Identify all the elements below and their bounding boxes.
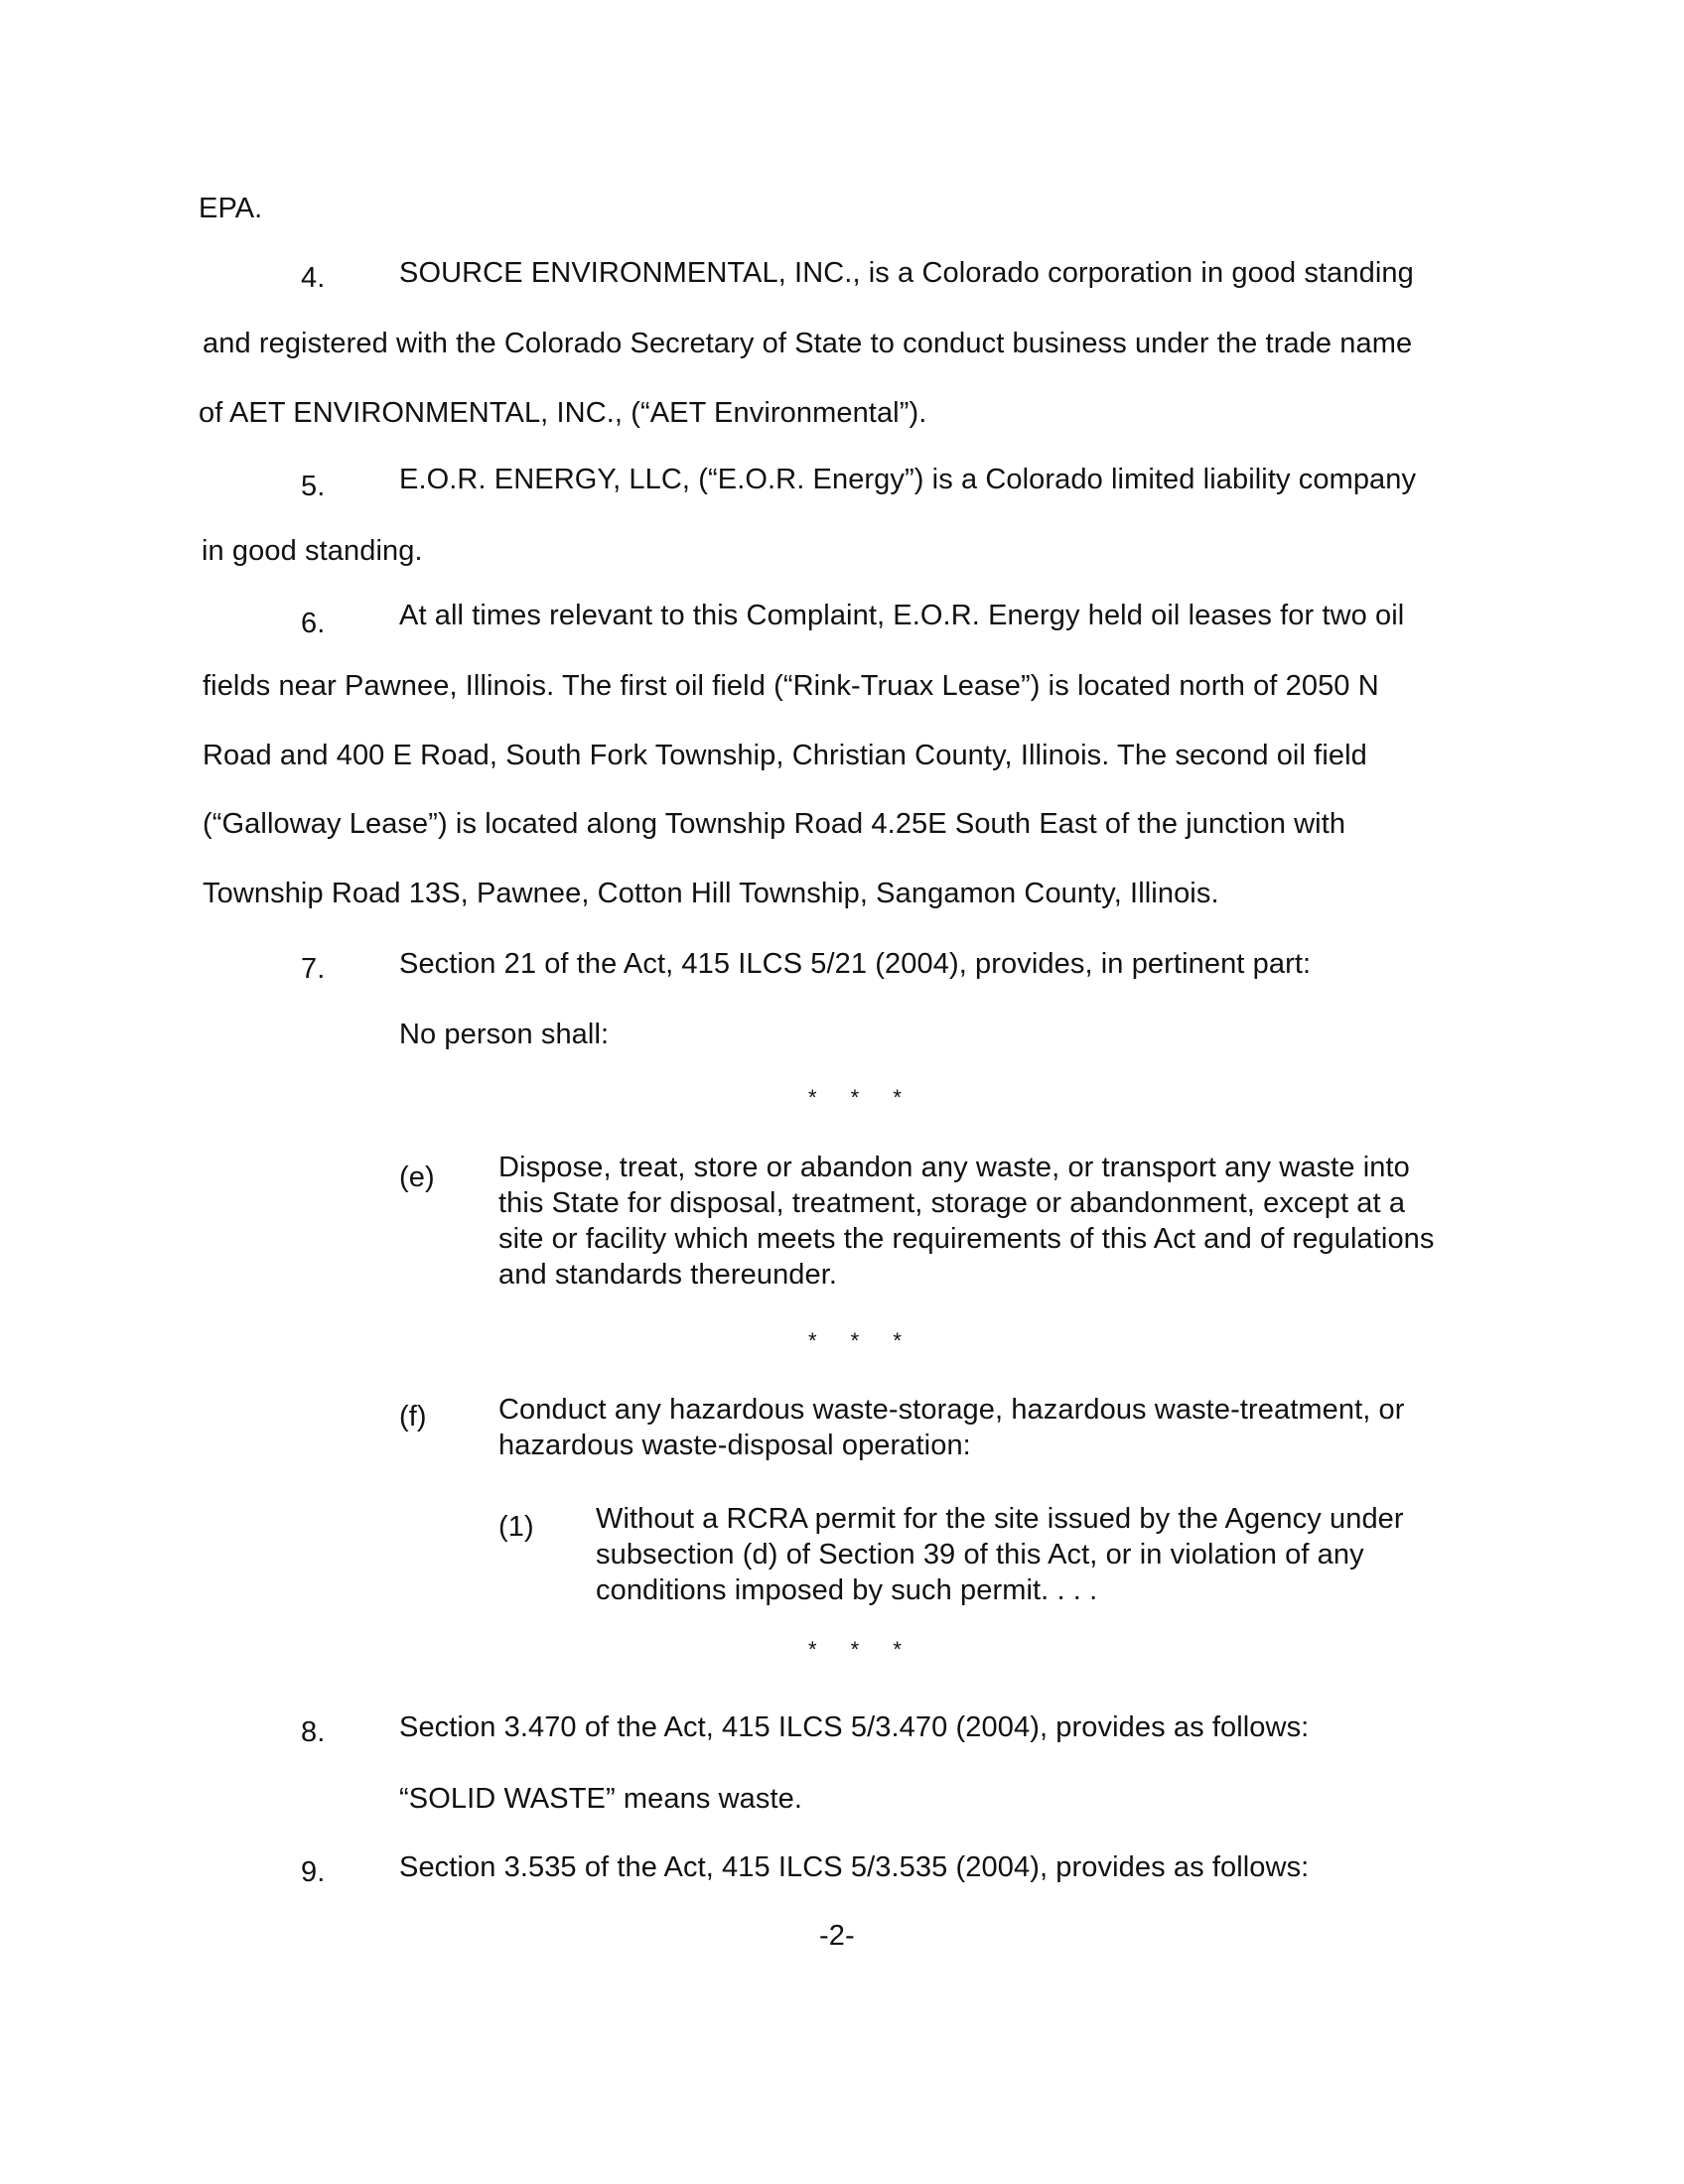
opening-fragment: EPA.	[199, 193, 263, 224]
paragraph-9-text: Section 3.535 of the Act, 415 ILCS 5/3.535 (2004), provides as follows:	[399, 1851, 1310, 1883]
subsection-e-line-2: this State for disposal, treatment, storage or abandonment, except at a	[498, 1187, 1406, 1219]
subsection-f-label: (f)	[399, 1401, 427, 1433]
page-number: -2-	[819, 1920, 855, 1952]
ellipsis-stars-3: * * *	[808, 1637, 915, 1662]
subsection-f-line-1: Conduct any hazardous waste-storage, hazardous waste-treatment, or	[498, 1394, 1405, 1426]
paragraph-6-line-5: Township Road 13S, Pawnee, Cotton Hill Township, Sangamon County, Illinois.	[203, 878, 1219, 909]
subsection-e-line-1: Dispose, treat, store or abandon any waste, or transport any waste into	[498, 1152, 1410, 1183]
sub-subsection-1-line-2: subsection (d) of Section 39 of this Act, or in violation of any	[596, 1539, 1364, 1570]
paragraph-9-number: 9.	[301, 1856, 326, 1888]
paragraph-8-text: Section 3.470 of the Act, 415 ILCS 5/3.470 (2004), provides as follows:	[399, 1711, 1310, 1743]
ellipsis-stars-1: * * *	[808, 1085, 915, 1110]
paragraph-6-line-4: (“Galloway Lease”) is located along Township Road 4.25E South East of the junction with	[203, 808, 1346, 840]
paragraph-4-line-1: SOURCE ENVIRONMENTAL, INC., is a Colorado corporation in good standing	[399, 257, 1414, 289]
sub-subsection-1-line-1: Without a RCRA permit for the site issued by the Agency under	[596, 1503, 1404, 1535]
paragraph-4-number: 4.	[301, 262, 326, 294]
subsection-e-line-4: and standards thereunder.	[498, 1259, 838, 1291]
paragraph-8-number: 8.	[301, 1716, 326, 1748]
subsection-f-line-2: hazardous waste-disposal operation:	[498, 1430, 971, 1461]
paragraph-8-quote: “SOLID WASTE” means waste.	[399, 1783, 803, 1815]
paragraph-7-number: 7.	[301, 953, 326, 985]
subsection-e-line-3: site or facility which meets the requirements of this Act and of regulations	[498, 1223, 1435, 1255]
subsection-e-label: (e)	[399, 1161, 435, 1193]
paragraph-4-line-3: of AET ENVIRONMENTAL, INC., (“AET Environmental”).	[199, 397, 927, 429]
paragraph-5-line-1: E.O.R. ENERGY, LLC, (“E.O.R. Energy”) is a Colorado limited liability company	[399, 464, 1417, 495]
subsection-e-text	[498, 1150, 1435, 1293]
paragraph-7-line-1: Section 21 of the Act, 415 ILCS 5/21 (2004), provides, in pertinent part:	[399, 948, 1312, 980]
paragraph-6-line-1: At all times relevant to this Complaint, E.O.R. Energy held oil leases for two oil	[399, 600, 1405, 631]
sub-subsection-1-label: (1)	[498, 1511, 534, 1543]
paragraph-5-line-2: in good standing.	[202, 535, 423, 567]
paragraph-4-line-2: and registered with the Colorado Secretary of State to conduct business under the trade name	[203, 328, 1413, 359]
ellipsis-stars-2: * * *	[808, 1328, 915, 1353]
sub-subsection-1-text	[596, 1501, 1404, 1608]
sub-subsection-1-line-3: conditions imposed by such permit. . . .	[596, 1574, 1098, 1606]
paragraph-6-line-3: Road and 400 E Road, South Fork Township, Christian County, Illinois. The second oil field	[203, 740, 1367, 771]
quote-intro: No person shall:	[399, 1019, 610, 1050]
paragraph-5-number: 5.	[301, 471, 326, 502]
paragraph-6-number: 6.	[301, 608, 326, 639]
paragraph-6-line-2: fields near Pawnee, Illinois. The first oil field (“Rink-Truax Lease”) is located north of 2050 N	[203, 670, 1379, 702]
subsection-f-text	[498, 1392, 1405, 1463]
